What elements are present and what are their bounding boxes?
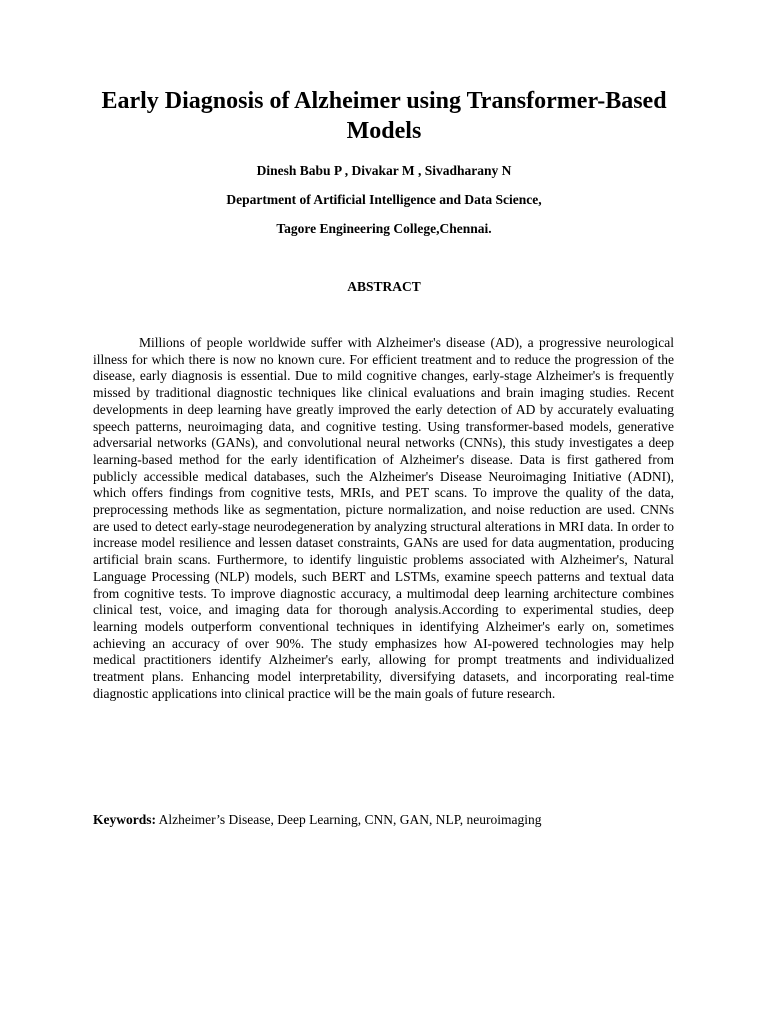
abstract-body: Millions of people worldwide suffer with Alzheimer's disease (AD), a progressive neurological illness for which there is now no known cure. For efficient treatment and to reduce the progression of the disease, early diagnosis is essential. Due to mild cognitive changes, early-stage Alzheimer's is frequently missed by traditional diagnostic techniques like clinical evaluations and brain imaging studies. Recent developments in deep learning have greatly improved the early detection of AD by accurately evaluating speech patterns, neuroimaging data, and cognitive testing. Using transformer-based models, generative adversarial networks (GANs), and convolutional neural networks (CNNs), this study investigates a deep learning-based method for the early identification of Alzheimer's disease. Data is first gathered from publicly accessible medical databases, such the Alzheimer's Disease Neuroimaging Initiative (ADNI), which offers findings from cognitive tests, MRIs, and PET scans. To improve the quality of the data, preprocessing methods like as segmentation, picture normalization, and noise reduction are used. CNNs are used to detect early-stage neurodegeneration by analyzing structural alterations in MRI data. In order to increase model resilience and lessen dataset constraints, GANs are used for data augmentation, producing artificial brain scans. Furthermore, to identify linguistic problems associated with Alzheimer's, Natural Language Processing (NLP) models, such BERT and LSTMs, examine speech patterns and textual data from cognitive tests. To improve diagnostic accuracy, a multimodal deep learning architecture combines clinical test, voice, and imaging data for thorough analysis.According to experimental studies, deep learning models outperform conventional techniques in identifying Alzheimer's early on, sometimes achieving an accuracy of over 90%. The study emphasizes how AI-powered technologies may help medical practitioners identify Alzheimer's early, allowing for prompt treatments and individualized treatment plans. Enhancing model interpretability, diversifying datasets, and incorporating real-time diagnostic applications into clinical practice will be the main goals of future research. <box>93 335 674 701</box>
department-line: Department of Artificial Intelligence and Data Science, <box>226 192 542 207</box>
authors-line: Dinesh Babu P , Divakar M , Sivadharany N <box>256 163 512 178</box>
paper-title: Early Diagnosis of Alzheimer using Transformer-Based Models <box>101 88 667 144</box>
keywords-text: Alzheimer’s Disease, Deep Learning, CNN, GAN, NLP, neuroimaging <box>156 812 542 827</box>
college-line: Tagore Engineering College,Chennai. <box>276 221 492 236</box>
keywords-label: Keywords: <box>93 812 156 827</box>
abstract-heading: ABSTRACT <box>347 279 421 294</box>
keywords-line <box>93 811 693 828</box>
